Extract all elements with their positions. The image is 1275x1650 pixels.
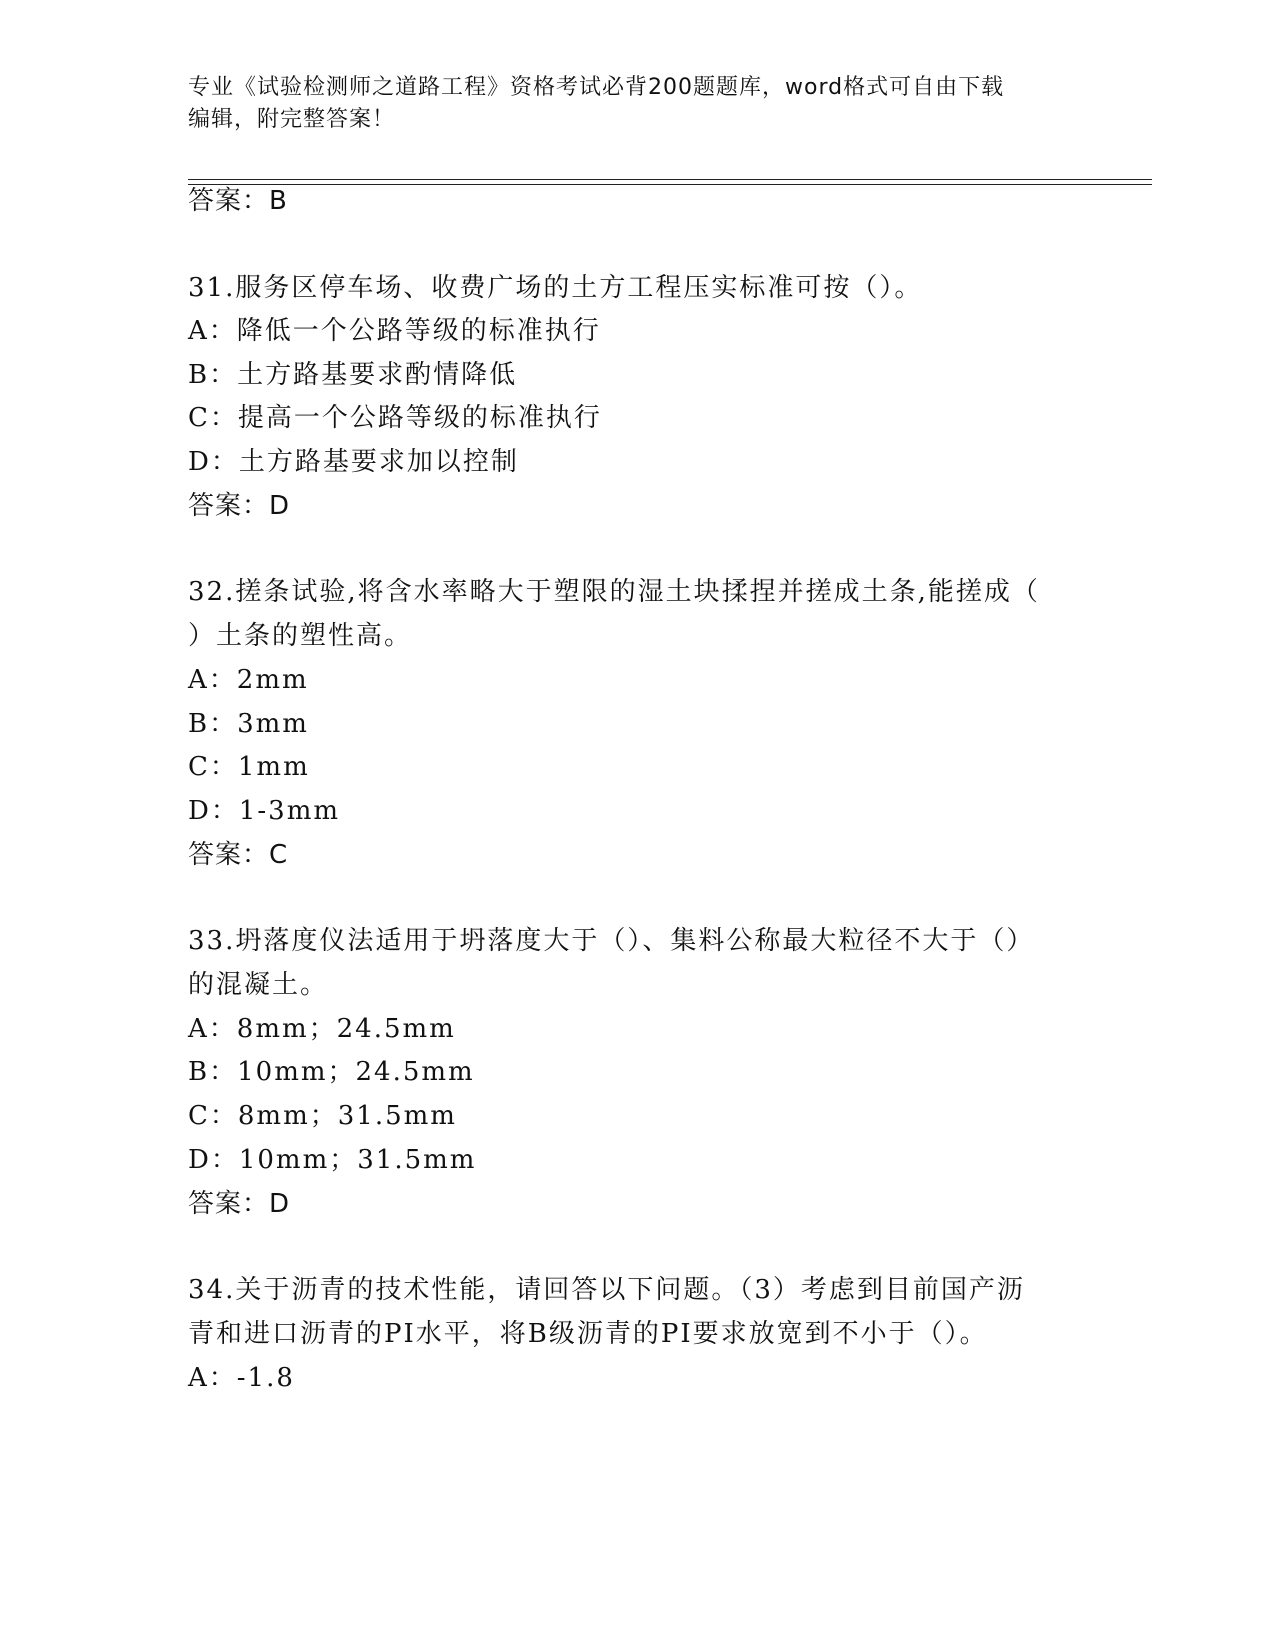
header-divider-top [188,179,1152,180]
question-32-stem-line-2: ）土条的塑性高。 [188,621,413,651]
question-32-stem-line-1: 32.搓条试验,将含水率略大于塑限的湿土块揉捏并搓成土条,能搓成（ [188,577,1040,607]
header-divider-bottom [188,184,1152,185]
question-33-option-d: D：10mm；31.5mm [188,1145,477,1175]
question-31-option-a: A：降低一个公路等级的标准执行 [188,316,601,346]
question-32-option-d: D：1-3mm [188,796,341,826]
question-32-option-c: C：1mm [188,752,310,782]
question-31-option-b: B：土方路基要求酌情降低 [188,360,518,390]
question-33-answer: 答案：D [188,1189,291,1219]
question-32-option-b: B：3mm [188,709,309,739]
document-header [188,72,1088,136]
question-31-answer: 答案：D [188,491,291,521]
question-33-option-b: B：10mm；24.5mm [188,1057,475,1087]
question-32-answer: 答案：C [188,840,289,870]
question-33-option-c: C：8mm；31.5mm [188,1101,457,1131]
question-32-option-a: A：2mm [188,665,309,695]
question-34-stem-line-2: 青和进口沥青的PI水平，将B级沥青的PI要求放宽到不小于（）。 [188,1319,988,1349]
question-33-stem-line-1: 33.坍落度仪法适用于坍落度大于（）、集料公称最大粒径不大于（） [188,926,1035,956]
question-31-option-d: D：土方路基要求加以控制 [188,447,519,477]
question-33-option-a: A：8mm；24.5mm [188,1014,456,1044]
header-line-2: 编辑，附完整答案！ [188,107,396,132]
question-31-option-c: C：提高一个公路等级的标准执行 [188,403,602,433]
question-31-stem: 31.服务区停车场、收费广场的土方工程压实标准可按（）。 [188,273,923,303]
previous-answer: 答案：B [188,186,288,216]
question-34-option-a: A：-1.8 [188,1363,295,1393]
question-33-stem-line-2: 的混凝土。 [188,970,329,1000]
question-34-stem-line-1: 34.关于沥青的技术性能，请回答以下问题。（3）考虑到目前国产沥 [188,1275,1025,1305]
header-line-1: 专业《试验检测师之道路工程》资格考试必背200题题库，word格式可自由下载 [188,75,1005,100]
